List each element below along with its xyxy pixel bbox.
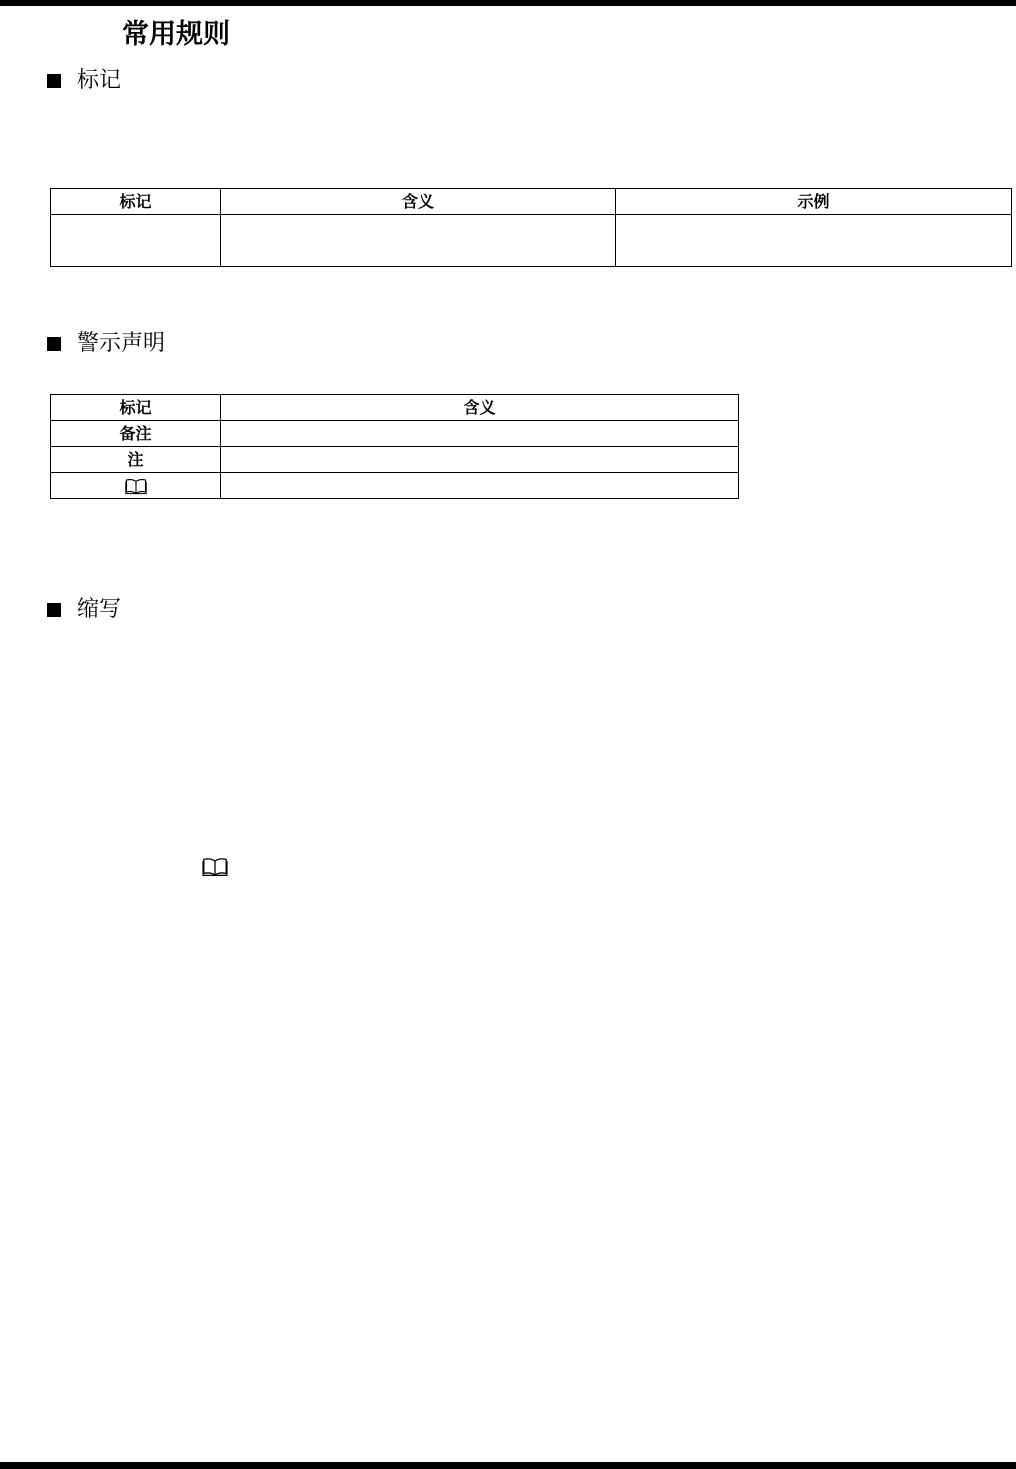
- section-heading-warnings: [47, 329, 165, 359]
- table-row: [51, 473, 739, 499]
- section-heading-text: 警示声明: [77, 331, 166, 356]
- table-row: [51, 447, 739, 473]
- section-heading-marks: [47, 66, 121, 96]
- table-header-row: [51, 395, 739, 421]
- warning-table: [50, 394, 739, 499]
- table-cell: [51, 215, 221, 267]
- section-heading-abbreviations: [47, 595, 121, 625]
- book-icon: [125, 478, 147, 495]
- top-rule: [0, 0, 1016, 6]
- table-row: [51, 215, 1012, 267]
- square-bullet-icon: [47, 74, 61, 88]
- section-heading-text: 标记: [77, 68, 122, 93]
- column-header: 标记: [51, 189, 221, 215]
- mark-cell: 备注: [51, 421, 221, 447]
- square-bullet-icon: [47, 603, 61, 617]
- marks-table: [50, 188, 1012, 267]
- table-header-row: [51, 189, 1012, 215]
- meaning-cell: [221, 421, 739, 447]
- mark-cell: 注: [51, 447, 221, 473]
- meaning-cell: [221, 473, 739, 499]
- section-heading-text: 缩写: [77, 597, 122, 622]
- bottom-rule: [0, 1462, 1016, 1469]
- column-header: 含义: [221, 395, 739, 421]
- column-header: 含义: [221, 189, 616, 215]
- book-icon: [202, 857, 228, 877]
- table-cell: [616, 215, 1012, 267]
- column-header: 示例: [616, 189, 1012, 215]
- table-row: [51, 421, 739, 447]
- meaning-cell: [221, 447, 739, 473]
- table-cell: [221, 215, 616, 267]
- page-title: 常用规则: [122, 19, 230, 50]
- column-header: 标记: [51, 395, 221, 421]
- square-bullet-icon: [47, 337, 61, 351]
- mark-cell: [51, 473, 221, 499]
